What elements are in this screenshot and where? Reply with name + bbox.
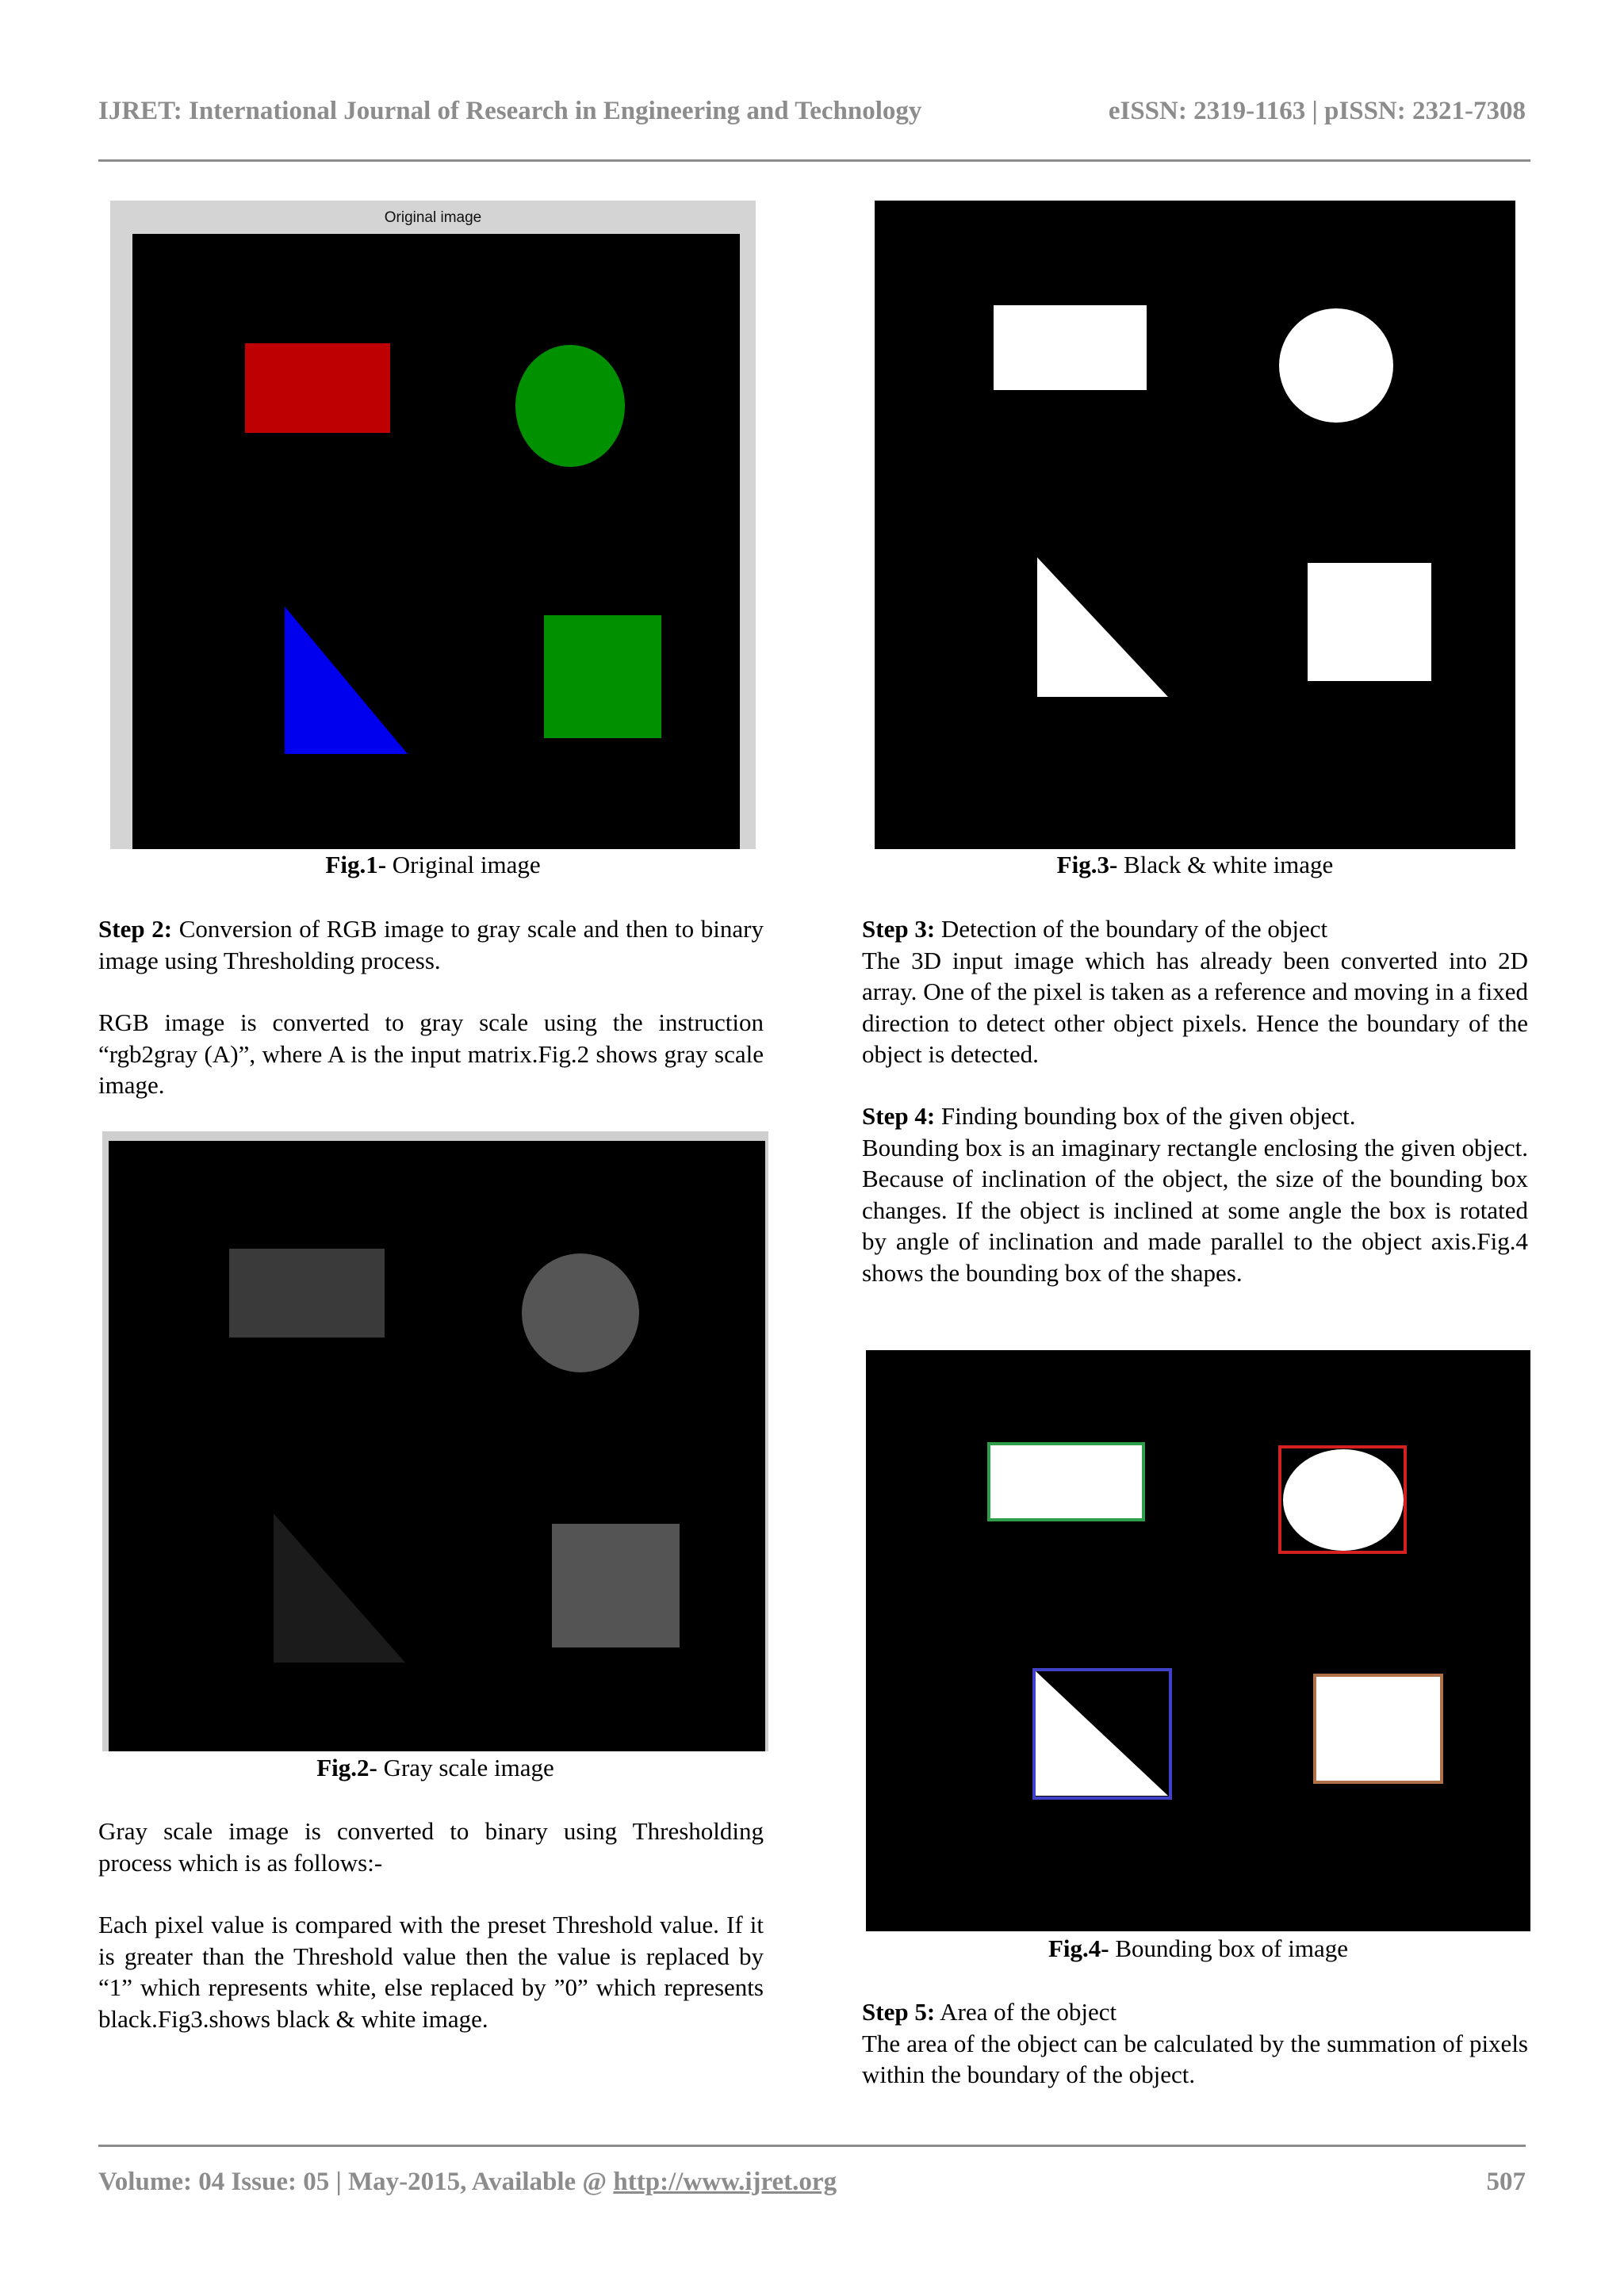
fig1-caption-label: Fig.1- <box>325 851 387 878</box>
figure-3-black-white-image <box>875 201 1515 849</box>
issn-info: eISSN: 2319-1163 | pISSN: 2321-7308 <box>1108 97 1526 125</box>
white-rectangle-shape <box>989 1444 1143 1520</box>
fig4-caption <box>866 1933 1530 1965</box>
gray-circle-shape <box>522 1253 639 1372</box>
step2-paragraph <box>98 913 764 976</box>
figure-canvas <box>109 1141 765 1751</box>
step5-body: The area of the object can be calculated by the summation of pixels within the boundary of the object. <box>862 2029 1528 2088</box>
step2-label: Step 2: <box>98 915 173 943</box>
fig1-caption <box>110 849 756 881</box>
white-circle-shape <box>1279 308 1393 423</box>
volume-text: Volume: 04 Issue: 05 | May-2015, Available @ <box>98 2168 614 2196</box>
step4-text: Finding bounding box of the given object. <box>935 1102 1356 1130</box>
fig3-caption <box>875 849 1515 881</box>
fig2-caption-text: Gray scale image <box>377 1754 554 1781</box>
fig1-caption-text: Original image <box>386 851 541 878</box>
footer-rule <box>98 2145 1526 2147</box>
fig3-caption-text: Black & white image <box>1117 851 1334 878</box>
step4-paragraph <box>862 1100 1528 1288</box>
step5-label: Step 5: <box>862 1998 936 2026</box>
figure-4-bounding-box-image <box>866 1350 1530 1931</box>
step3-label: Step 3: <box>862 915 936 943</box>
journal-url-link[interactable]: http://www.ijret.org <box>613 2168 837 2196</box>
white-circle-shape <box>1283 1449 1404 1551</box>
white-rectangle-shape <box>994 305 1147 390</box>
fig2-caption <box>102 1752 768 1784</box>
white-square-shape <box>1315 1675 1442 1782</box>
journal-title: IJRET: International Journal of Research in Engineering and Technology <box>98 97 922 125</box>
running-footer <box>98 2168 1526 2207</box>
threshold-paragraph: Each pixel value is compared with the preset Threshold value. If it is greater than the Threshold value then the value is replaced by “1” which represents white, else replaced by ”0” which represents black.Fig3.shows black & white image. <box>98 1911 764 2033</box>
green-square-shape <box>544 615 661 738</box>
figure-2-gray-scale-image <box>102 1131 768 1751</box>
fig4-caption-text: Bounding box of image <box>1109 1934 1348 1962</box>
running-header <box>98 97 1526 136</box>
step2-text: Conversion of RGB image to gray scale and then to binary image using Thresholding process. <box>98 915 764 974</box>
figure-1-original-image <box>110 201 756 849</box>
gray-to-binary-paragraph: Gray scale image is converted to binary using Thresholding process which is as follows:- <box>98 1817 764 1877</box>
fig2-caption-label: Fig.2- <box>316 1754 377 1781</box>
page-number: 507 <box>1486 2168 1526 2196</box>
figure-canvas <box>875 201 1515 849</box>
gray-square-shape <box>552 1524 680 1647</box>
step5-text: Area of the object <box>935 1998 1117 2026</box>
figure-canvas <box>132 234 740 849</box>
step3-paragraph <box>862 913 1528 1070</box>
red-rectangle-shape <box>245 343 390 433</box>
figure-canvas <box>866 1350 1530 1931</box>
gray-rectangle-shape <box>229 1249 385 1337</box>
step3-text: Detection of the boundary of the object <box>935 915 1328 943</box>
figure-window-title: Original image <box>384 209 482 226</box>
step4-body: Bounding box is an imaginary rectangle enclosing the given object. Because of inclination of the object, the size of the bounding box changes. If the object is inclined at some angle the box is rotated by angle of inclination and made parallel to the object axis.Fig.4 shows the bounding box of the shapes. <box>862 1133 1528 1287</box>
fig3-caption-label: Fig.3- <box>1056 851 1118 878</box>
footer-volume-info <box>98 2168 837 2197</box>
header-rule <box>98 159 1530 162</box>
green-circle-shape <box>515 345 625 467</box>
step4-label: Step 4: <box>862 1102 936 1130</box>
rgb2gray-paragraph: RGB image is converted to gray scale using the instruction “rgb2gray (A)”, where A is the input matrix.Fig.2 shows gray scale image. <box>98 1008 764 1099</box>
step3-body: The 3D input image which has already been converted into 2D array. One of the pixel is taken as a reference and moving in a fixed direction to detect other object pixels. Hence the boundary of the object is detected. <box>862 946 1528 1068</box>
fig4-caption-label: Fig.4- <box>1048 1934 1109 1962</box>
step5-paragraph <box>862 1996 1528 2091</box>
white-square-shape <box>1308 563 1431 681</box>
